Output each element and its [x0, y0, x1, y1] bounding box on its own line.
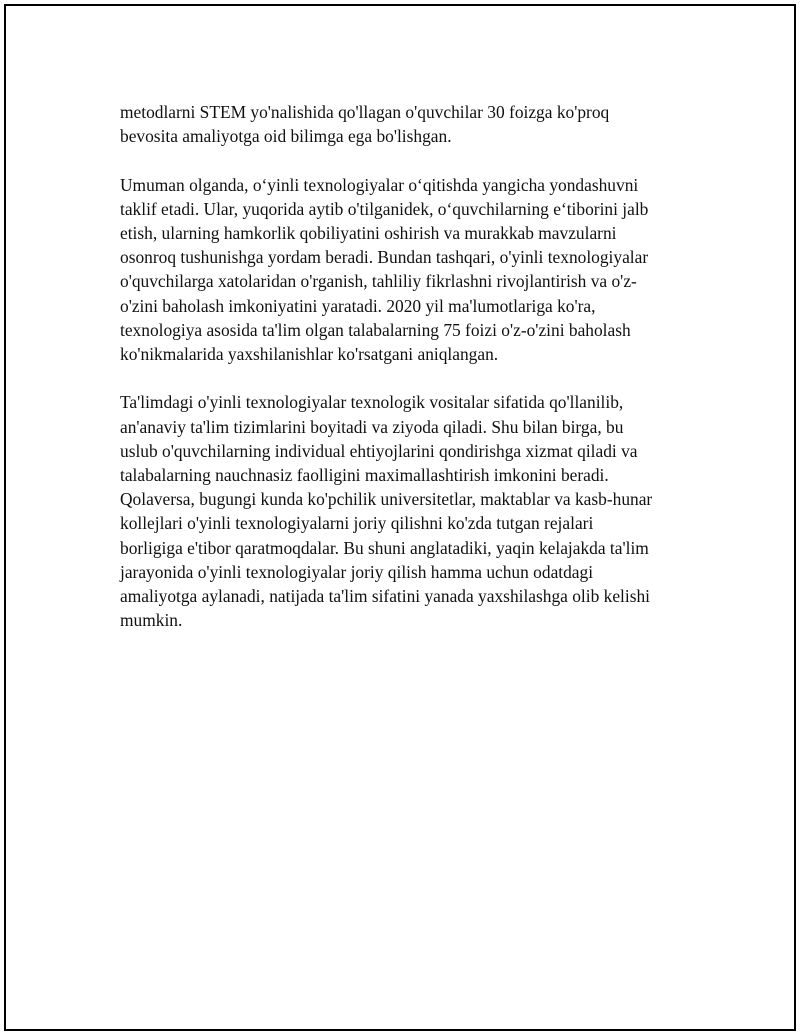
- text-line: jarayonida o'yinli texnologiyalar joriy qilish hamma uchun odatdagi: [120, 561, 594, 582]
- text-line: etish, ularning hamkorlik qobiliyatini oshirish va murakkab mavzularni: [120, 223, 617, 243]
- text-line: talabalarning nauchnasiz faolligini maximallashtirish imkonini beradi.: [120, 465, 609, 486]
- text-line: osonroq tushunishga yordam beradi. Bundan tashqari, o'yinli texnologiyalar: [120, 247, 649, 268]
- text-line: Qolaversa, bugungi kunda ko'pchilik universitetlar, maktablar va kasb-hunar: [120, 489, 653, 510]
- paragraph-3: [120, 390, 698, 632]
- text-line: an'anaviy ta'lim tizimlarini boyitadi va ziyoda qiladi. Shu bilan birga, bu: [120, 416, 624, 437]
- text-line: kollejlari o'yinli texnologiyalarni joriy qilishni ko'zda tutgan rejalari: [120, 513, 594, 534]
- text-line: uslub o'quvchilarning individual ehtiyojlarini qondirishga xizmat qiladi va: [120, 440, 638, 461]
- text-line: amaliyotga aylanadi, natijada ta'lim sifatini yanada yaxshilashga olib kelishi: [120, 586, 651, 607]
- text-line: taklif etadi. Ular, yuqorida aytib o'tilganidek, o‘quvchilarning e‘tiborini jalb: [120, 198, 649, 219]
- paragraph-2: [120, 173, 698, 367]
- text-line: texnologiya asosida ta'lim olgan talabalarning 75 foizi o'z-o'zini baholash: [120, 319, 631, 340]
- paragraph-1: [120, 100, 698, 148]
- text-line: ko'nikmalarida yaxshilanishlar ko'rsatgani aniqlangan.: [120, 344, 499, 365]
- document-page: [4, 4, 796, 1031]
- text-line: mumkin.: [120, 610, 183, 631]
- text-line: o'quvchilarga xatolaridan o'rganish, tahliliy fikrlashni rivojlantirish va o'z-: [120, 271, 637, 292]
- text-line: Ta'limdagi o'yinli texnologiyalar texnologik vositalar sifatida qo'llanilib,: [120, 392, 624, 413]
- document-body: [120, 100, 698, 657]
- text-line: bevosita amaliyotga oid bilimga ega bo'lishgan.: [120, 126, 452, 147]
- text-line: borligiga e'tibor qaratmoqdalar. Bu shuni anglatadiki, yaqin kelajakda ta'lim: [120, 537, 649, 558]
- text-line: Umuman olganda, o‘yinli texnologiyalar o‘qitishda yangicha yondashuvni: [120, 174, 639, 195]
- text-line: o'zini baholash imkoniyatini yaratadi. 2020 yil ma'lumotlariga ko'ra,: [120, 295, 596, 316]
- text-line: metodlarni STEM yo'nalishida qo'llagan o'quvchilar 30 foizga ko'proq: [120, 102, 610, 122]
